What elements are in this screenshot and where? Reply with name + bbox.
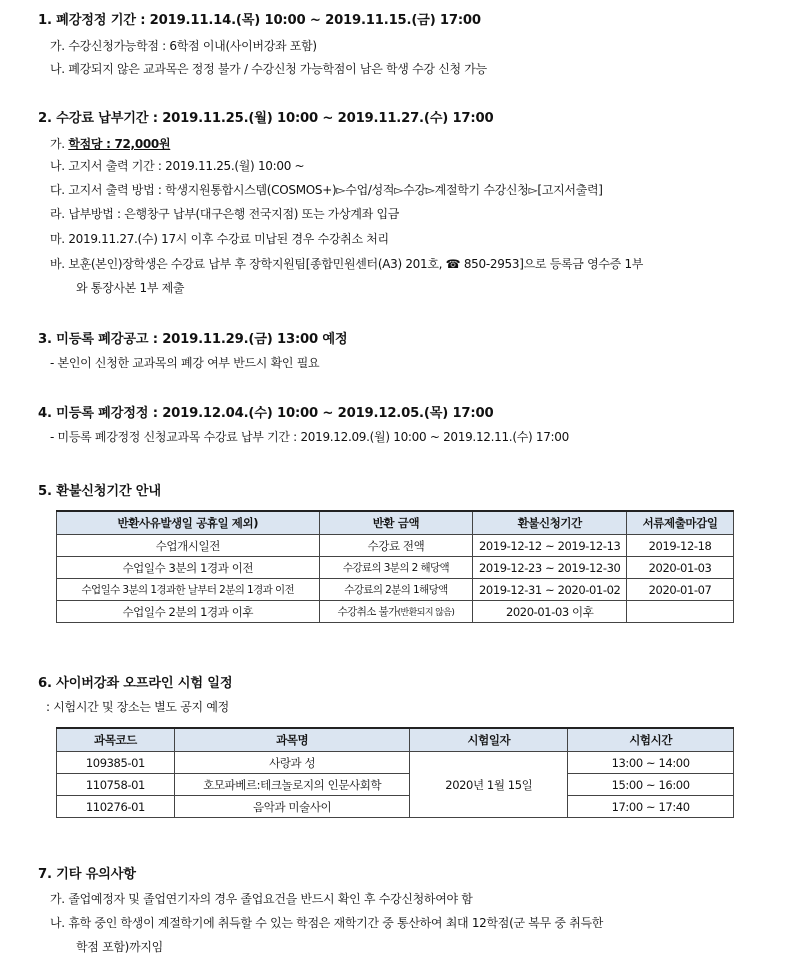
s1-item-na: 나. 폐강되지 않은 교과목은 정정 불가 / 수강신청 가능학점이 남은 학생 수강 신청 가능 — [50, 62, 487, 76]
section-1-title: 1. 폐강정정 기간 : 2019.11.14.(목) 10:00 ~ 2019.11.15.(금) 17:00 — [38, 13, 481, 28]
table-row — [57, 601, 734, 623]
refund-table-header — [57, 511, 734, 535]
s2-item-ma: 마. 2019.11.27.(수) 17시 이후 수강료 미납된 경우 수강취소 처리 — [50, 232, 389, 246]
refund-reason: 수업일수 3분의 1경과 이전 — [57, 557, 320, 579]
exam-subject: 사랑과 성 — [174, 752, 410, 774]
refund-amount-main: 수강취소 불가 — [337, 606, 398, 618]
s6-note: : 시험시간 및 장소는 별도 공지 예정 — [46, 700, 229, 714]
s4-line: - 미등록 폐강정정 신청교과목 수강료 납부 기간 : 2019.12.09.(월) 10:00 ~ 2019.12.11.(수) 17:00 — [50, 430, 569, 444]
exam-subject: 음악과 미술사이 — [174, 796, 410, 818]
refund-header-deadline: 서류제출마감일 — [627, 511, 734, 535]
table-row — [57, 774, 734, 796]
table-row — [57, 557, 734, 579]
refund-header-period: 환불신청기간 — [473, 511, 627, 535]
refund-amount: 수강료의 3분의 2 해당액 — [319, 557, 473, 579]
exam-code: 110758-01 — [57, 774, 175, 796]
section-5-title: 5. 환불신청기간 안내 — [38, 484, 161, 499]
s7-item-ga: 가. 졸업예정자 및 졸업연기자의 경우 졸업요건을 반드시 확인 후 수강신청하여야 함 — [50, 892, 473, 906]
table-row — [57, 796, 734, 818]
refund-period: 2019-12-12 ~ 2019-12-13 — [473, 535, 627, 557]
s3-line: - 본인이 신청한 교과목의 폐강 여부 반드시 확인 필요 — [50, 356, 320, 370]
refund-amount: 수강료 전액 — [319, 535, 473, 557]
s2-item-ba-line1: 바. 보훈(본인)장학생은 수강료 납부 후 장학지원팀[종합민원센터(A3) 201호, ☎ 850-2953]으로 등록금 영수증 1부 — [50, 257, 644, 271]
section-6-title: 6. 사이버강좌 오프라인 시험 일정 — [38, 676, 233, 691]
refund-table — [56, 510, 734, 623]
refund-amount-note: (반환되지 않음) — [397, 608, 455, 618]
refund-amount — [319, 601, 473, 623]
s2-item-ba-line2: 와 통장사본 1부 제출 — [76, 281, 185, 295]
exam-header-time: 시험시간 — [568, 728, 734, 752]
s7-item-na-line1: 나. 휴학 중인 학생이 계절학기에 취득할 수 있는 학점은 재학기간 중 통산하여 최대 12학점(군 복무 중 취득한 — [50, 916, 604, 930]
refund-period: 2019-12-31 ~ 2020-01-02 — [473, 579, 627, 601]
refund-deadline: 2020-01-03 — [627, 557, 734, 579]
table-row — [57, 752, 734, 774]
s2-item-ga-prefix: 가. — [50, 137, 69, 151]
refund-header-reason: 반환사유발생일 공휴일 제외) — [57, 511, 320, 535]
refund-reason: 수업개시일전 — [57, 535, 320, 557]
table-row — [57, 535, 734, 557]
exam-subject: 호모파베르:테크놀로지의 인문사회학 — [174, 774, 410, 796]
exam-table-header — [57, 728, 734, 752]
exam-table — [56, 727, 734, 818]
exam-code: 109385-01 — [57, 752, 175, 774]
table-row — [57, 579, 734, 601]
refund-deadline — [627, 601, 734, 623]
exam-header-date: 시험일자 — [410, 728, 568, 752]
refund-reason: 수업일수 3분의 1경과한 날부터 2분의 1경과 이전 — [57, 579, 320, 601]
refund-period: 2019-12-23 ~ 2019-12-30 — [473, 557, 627, 579]
refund-deadline: 2020-01-07 — [627, 579, 734, 601]
section-3-title: 3. 미등록 폐강공고 : 2019.11.29.(금) 13:00 예정 — [38, 332, 348, 347]
s2-item-na: 나. 고지서 출력 기간 : 2019.11.25.(월) 10:00 ~ — [50, 159, 305, 173]
section-4-title: 4. 미등록 폐강정정 : 2019.12.04.(수) 10:00 ~ 2019.12.05.(목) 17:00 — [38, 406, 494, 421]
exam-time: 15:00 ~ 16:00 — [568, 774, 734, 796]
exam-time: 17:00 ~ 17:40 — [568, 796, 734, 818]
s2-item-da: 다. 고지서 출력 방법 : 학생지원통합시스템(COSMOS+)▻수업/성적▻수강▻계절학기 수강신청▻[고지서출력] — [50, 183, 603, 197]
exam-header-code: 과목코드 — [57, 728, 175, 752]
section-2-title: 2. 수강료 납부기간 : 2019.11.25.(월) 10:00 ~ 2019.11.27.(수) 17:00 — [38, 111, 494, 126]
s2-item-ga — [50, 135, 170, 152]
refund-period: 2020-01-03 이후 — [473, 601, 627, 623]
refund-amount: 수강료의 2분의 1해당액 — [319, 579, 473, 601]
refund-deadline: 2019-12-18 — [627, 535, 734, 557]
s2-fee-per-credit: 학점당 : 72,000원 — [68, 137, 171, 151]
s1-item-ga: 가. 수강신청가능학점 : 6학점 이내(사이버강좌 포함) — [50, 39, 317, 53]
section-7-title: 7. 기타 유의사항 — [38, 867, 136, 882]
exam-time: 13:00 ~ 14:00 — [568, 752, 734, 774]
refund-reason: 수업일수 2분의 1경과 이후 — [57, 601, 320, 623]
s2-item-ra: 라. 납부방법 : 은행창구 납부(대구은행 전국지점) 또는 가상계좌 입금 — [50, 207, 400, 221]
refund-header-amount: 반환 금액 — [319, 511, 473, 535]
s7-item-na-line2: 학점 포함)까지임 — [76, 940, 163, 954]
exam-header-name: 과목명 — [174, 728, 410, 752]
exam-code: 110276-01 — [57, 796, 175, 818]
exam-date: 2020년 1월 15일 — [410, 752, 568, 818]
